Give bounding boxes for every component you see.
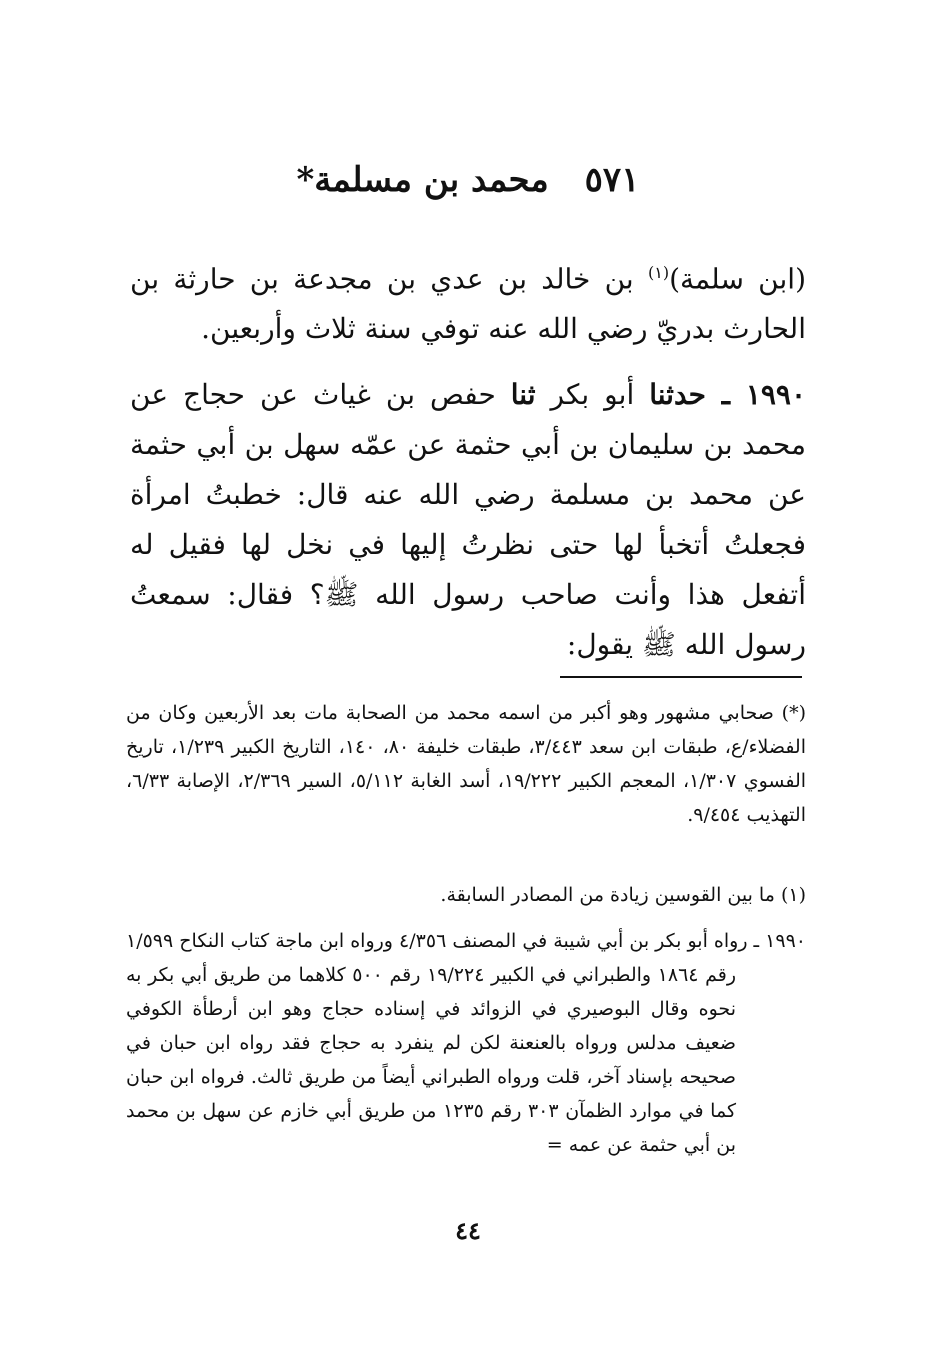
footnote-star — [126, 696, 806, 832]
entry-number: ٥٧١ — [584, 160, 640, 200]
hadith-text-a: أبو بكر — [535, 378, 650, 411]
entry-heading — [0, 160, 936, 200]
footnote-hadith — [126, 924, 806, 1162]
footnote-ref: (١) — [647, 263, 670, 282]
intro-paragraph — [130, 248, 806, 354]
page-number: ٤٤ — [455, 1216, 481, 1245]
footnote-star-text: (*) صحابي مشهور وهو أكبر من اسمه محمد من الصحابة مات بعد الأربعين وكان من الفضلاء/ع، طبقات ابن سعد ٣/٤٤٣، طبقات خليفة ٨٠، ١٤٠، التاريخ الكبير ١/٢٣٩، تاريخ الفسوي ١/٣٠٧، المعجم الكبير ١٩/٢٢٢، أسد الغابة ٥/١١٢، السير ٢/٣٦٩، الإصابة ٦/٣٣، التهذيب ٩/٤٥٤. — [126, 702, 807, 826]
footnote-divider — [560, 676, 802, 678]
hadith-text-b: حفص بن غياث عن حجاج عن محمد بن سليمان بن أبي حثمة عن عمّه سهل بن أبي حثمة عن محمد بن مسلمة رضي الله عنه قال: خطبتُ امرأة فجعلتُ أتخبأ لها حتى نظرتُ إليها في نخل لها فقيل له أتفعل هذا وأنت صاحب رسول الله ﷺ؟ فقال: سمعتُ رسول الله ﷺ يقول: — [130, 378, 806, 661]
hadith-lead: حدثنا — [649, 378, 706, 411]
hadith-paragraph — [130, 370, 806, 670]
entry-title: محمد بن مسلمة* — [296, 160, 549, 200]
footnote-one-text: (١) ما بين القوسين زيادة من المصادر السابقة. — [440, 884, 806, 906]
footnote-one — [126, 878, 806, 912]
hadith-number: ١٩٩٠ ـ — [705, 378, 806, 411]
intro-text-b: بن خالد بن عدي بن مجدعة بن حارثة بن الحارث بدريّ رضي الله عنه توفي سنة ثلاث وأربعين. — [130, 262, 806, 346]
footnote-hadith-text: ١٩٩٠ ـ رواه أبو بكر بن أبي شيبة في المصنف ٤/٣٥٦ ورواه ابن ماجة كتاب النكاح ١/٥٩٩ رقم ١٨٦٤ والطبراني في الكبير ١٩/٢٢٤ رقم ٥٠٠ كلاهما من طريق أبي بكر به نحوه وقال البوصيري في الزوائد في إسناده حجاج وهو ابن أرطأة الكوفي ضعيف مدلس ورواه بالعنعنة لكن لم ينفرد به حجاج فقد رواه ابن حبان في صحيحه بإسناد آخر، قلت ورواه الطبراني أيضاً من طريق ثالث. فرواه ابن حبان كما في موارد الظمآن ٣٠٣ رقم ١٢٣٥ من طريق أبي خازم عن سهل بن محمد بن أبي حثمة عن عمه = — [126, 930, 806, 1156]
hadith-tha: ثنا — [510, 378, 536, 411]
intro-text-a: (ابن سلمة) — [669, 262, 806, 296]
